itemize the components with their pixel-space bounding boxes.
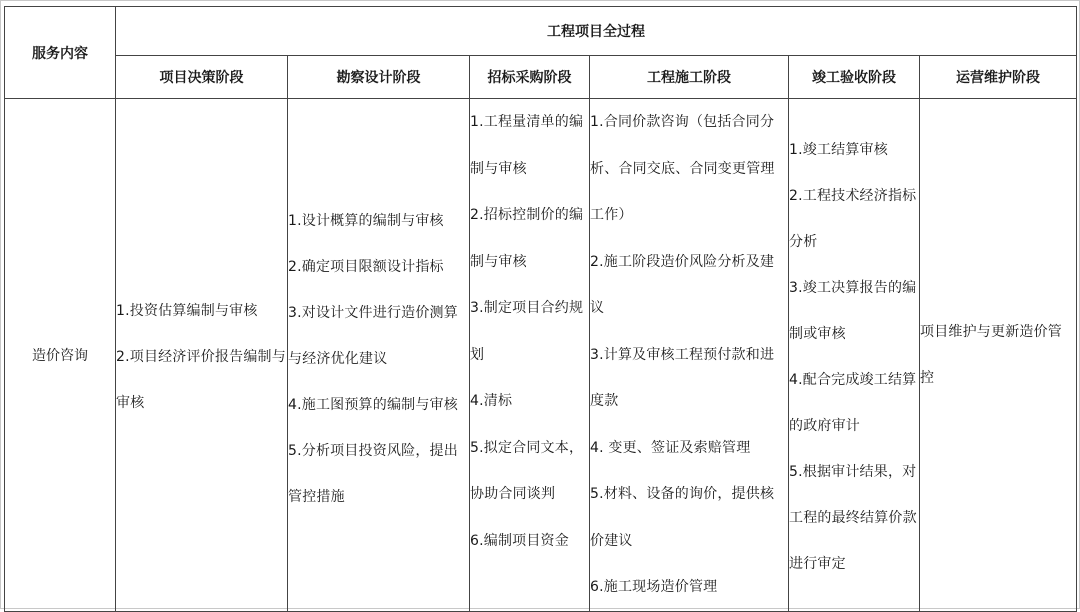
cell-line: 4.清标 <box>470 393 513 409</box>
service-table <box>4 6 1077 612</box>
cell-construction-text <box>590 99 788 611</box>
cell-line: 2.施工阶段造价风险分析及建议 <box>590 253 775 316</box>
cell-decision-stage <box>116 99 288 612</box>
cell-line: 1.投资估算编制与审核 <box>116 302 258 319</box>
cell-line: 4.施工图预算的编制与审核 <box>288 396 458 413</box>
cell-line: 6.施工现场造价管理 <box>590 579 718 595</box>
cell-line: 2.工程技术经济指标分析 <box>789 187 917 250</box>
cell-line: 4.配合完成竣工结算的政府审计 <box>789 371 917 434</box>
cell-line: 5.分析项目投资风险，提出管控措施 <box>288 442 458 505</box>
cell-line: 2.确定项目限额设计指标 <box>288 258 444 275</box>
stage-header-acceptance: 竣工验收阶段 <box>789 56 920 99</box>
cell-design-text <box>288 190 469 520</box>
stage-header-design: 勘察设计阶段 <box>288 56 470 99</box>
cell-decision-text <box>116 284 287 426</box>
cell-line: 3.计算及审核工程预付款和进度款 <box>590 346 775 409</box>
cell-operation-text <box>920 309 1076 401</box>
cell-line: 6.编制项目资金 <box>470 532 569 549</box>
cell-bidding-stage <box>470 99 590 612</box>
row-label-cost-consulting: 造价咨询 <box>5 99 116 612</box>
cell-design-stage <box>288 99 470 612</box>
stage-header-decision: 项目决策阶段 <box>116 56 288 99</box>
cell-acceptance-stage <box>789 99 920 612</box>
cell-line: 2.项目经济评价报告编制与审核 <box>116 348 286 411</box>
cell-line: 1.合同价款咨询（包括合同分析、合同交底、合同变更管理工作） <box>590 114 775 223</box>
cell-line: 2.招标控制价的编制与审核 <box>470 207 584 270</box>
cell-line: 3.制定项目合约规划 <box>470 300 584 363</box>
cell-line: 3.对设计文件进行造价测算与经济优化建议 <box>288 304 458 367</box>
cell-line: 1.工程量清单的编制与审核 <box>470 114 584 177</box>
cell-line: 3.竣工决算报告的编制或审核 <box>789 279 917 342</box>
cell-line: 1.设计概算的编制与审核 <box>288 212 444 229</box>
cell-line: 5.拟定合同文本，协助合同谈判 <box>470 439 584 502</box>
cell-line: 项目维护与更新造价管控 <box>920 323 1062 386</box>
cell-line: 5.材料、设备的询价，提供核价建议 <box>590 486 775 549</box>
service-content-header: 服务内容 <box>5 7 116 99</box>
cell-line: 5.根据审计结果，对工程的最终结算价款进行审定 <box>789 463 917 572</box>
cell-line: 1.竣工结算审核 <box>789 141 888 158</box>
stage-header-construction: 工程施工阶段 <box>590 56 789 99</box>
cell-construction-stage <box>590 99 789 612</box>
cell-bidding-text <box>470 99 589 564</box>
cell-operation-stage <box>920 99 1077 612</box>
cell-acceptance-text <box>789 123 919 587</box>
project-lifecycle-header: 工程项目全过程 <box>116 7 1077 56</box>
cell-line: 4. 变更、签证及索赔管理 <box>590 439 751 456</box>
stage-header-operation: 运营维护阶段 <box>920 56 1077 99</box>
stage-header-bidding: 招标采购阶段 <box>470 56 590 99</box>
